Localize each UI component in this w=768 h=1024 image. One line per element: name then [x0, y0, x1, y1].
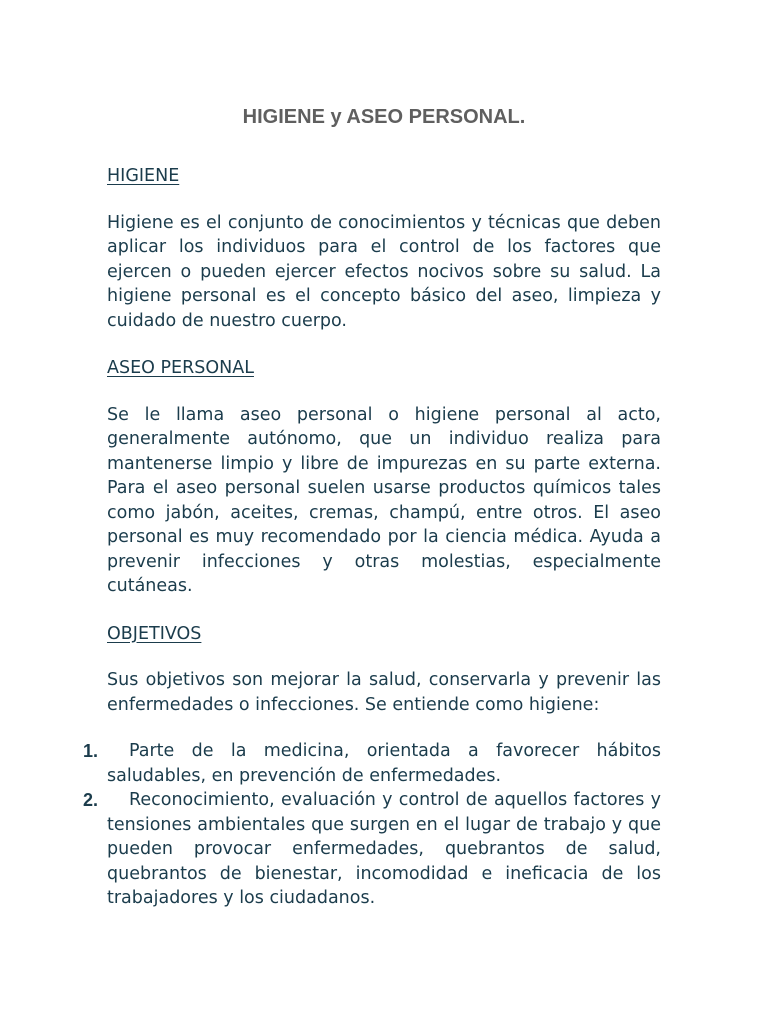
section-paragraph-objetivos: Sus objetivos son mejorar la salud, conservarla y prevenir las enfermedades o infecciones. Se entiende como higiene:: [107, 670, 661, 715]
section-heading-aseo-personal: ASEO PERSONAL: [107, 358, 254, 378]
section-paragraph-aseo-personal: Se le llama aseo personal o higiene personal al acto, generalmente autónomo, que un individuo realiza para mantenerse limpio y libre de impurezas en su parte externa. Para el aseo personal suelen usarse productos químicos tales como jabón, aceites, cremas, champú, entre otros. El aseo personal es muy recomendado por la ciencia médica. Ayuda a prevenir infecciones y otras molestias, especialmente cutáneas.: [107, 404, 661, 596]
objectives-list: [83, 739, 661, 911]
document-body: [83, 164, 661, 911]
list-item: [83, 788, 661, 911]
list-item-number: 1.: [83, 741, 99, 761]
list-item-number: 2.: [83, 790, 99, 810]
section-heading-objetivos: OBJETIVOS: [107, 623, 202, 644]
list-item-text: Reconocimiento, evaluación y control de aquellos factores y tensiones ambientales que surgen en el lugar de trabajo y que pueden provocar enfermedades, quebrantos de salud, quebrantos de bienestar, incomodidad e ineficacia de los trabajadores y los ciudadanos.: [107, 790, 661, 908]
list-item-text: Parte de la medicina, orientada a favorecer hábitos saludables, en prevención de enfermedades.: [107, 741, 661, 786]
list-item: [83, 739, 661, 788]
section-paragraph-higiene: Higiene es el conjunto de conocimientos y técnicas que deben aplicar los individuos para el control de los factores que ejercen o pueden ejercer efectos nocivos sobre su salud. La higiene personal es el concepto básico del aseo, limpieza y cuidado de nuestro cuerpo.: [107, 212, 661, 331]
section-heading-higiene: HIGIENE: [107, 166, 180, 186]
document-title: HIGIENE y ASEO PERSONAL.: [242, 106, 526, 128]
